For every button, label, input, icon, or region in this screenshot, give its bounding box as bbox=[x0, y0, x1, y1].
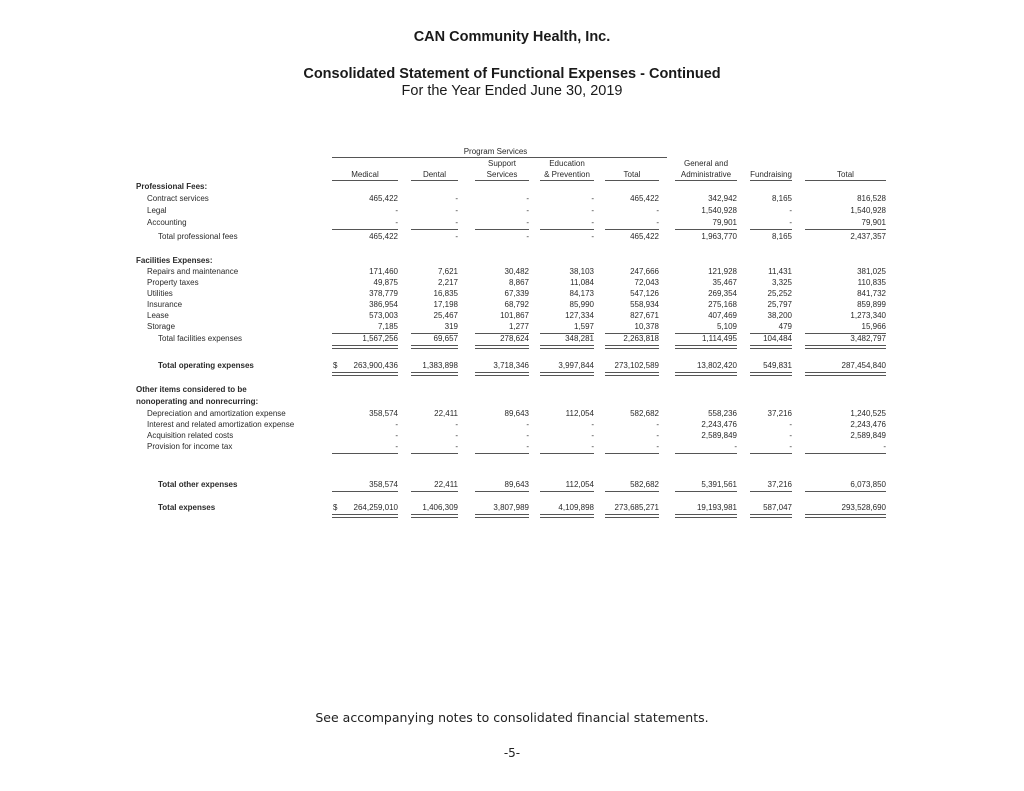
column-header-rule bbox=[540, 180, 594, 181]
row-label: Repairs and maintenance bbox=[147, 267, 239, 276]
underline bbox=[411, 491, 458, 492]
cell-value: 69,657 bbox=[433, 334, 458, 343]
underline bbox=[332, 372, 398, 376]
underline bbox=[605, 372, 659, 376]
cell-value: 15,966 bbox=[861, 322, 886, 331]
cell-value: 110,835 bbox=[857, 278, 886, 287]
cell-value: 8,165 bbox=[771, 194, 792, 203]
underline bbox=[675, 491, 737, 492]
total-other-label: Total other expenses bbox=[158, 480, 238, 489]
cell-value: 72,043 bbox=[634, 278, 659, 287]
column-header-education: & Prevention bbox=[544, 170, 590, 179]
cell-value: 3,997,844 bbox=[558, 361, 594, 370]
cell-value: - bbox=[395, 420, 398, 429]
underline bbox=[605, 345, 659, 349]
cell-value: 19,193,981 bbox=[696, 503, 737, 512]
cell-value: 37,216 bbox=[767, 480, 792, 489]
underline bbox=[332, 345, 398, 349]
cell-value: 10,378 bbox=[634, 322, 659, 331]
cell-value: 278,624 bbox=[500, 334, 529, 343]
cell-value: 465,422 bbox=[369, 232, 398, 241]
cell-value: - bbox=[591, 420, 594, 429]
cell-value: 1,567,256 bbox=[362, 334, 398, 343]
underline bbox=[675, 372, 737, 376]
underline bbox=[332, 514, 398, 518]
cell-value: - bbox=[656, 420, 659, 429]
column-header-rule bbox=[675, 180, 737, 181]
cell-value: 79,901 bbox=[712, 218, 737, 227]
column-header-rule bbox=[332, 180, 398, 181]
footer-note: See accompanying notes to consolidated financial statements. bbox=[315, 710, 709, 725]
cell-value: - bbox=[656, 442, 659, 451]
cell-value: 263,900,436 bbox=[353, 361, 398, 370]
underline bbox=[805, 514, 886, 518]
cell-value: 247,666 bbox=[630, 267, 659, 276]
cell-value: 3,718,346 bbox=[493, 361, 529, 370]
cell-value: - bbox=[455, 194, 458, 203]
cell-value: 22,411 bbox=[434, 480, 458, 489]
cell-value: - bbox=[789, 420, 792, 429]
cell-value: 171,460 bbox=[369, 267, 398, 276]
cell-value: 68,792 bbox=[504, 300, 529, 309]
cell-value: 287,454,840 bbox=[841, 361, 886, 370]
cell-value: - bbox=[526, 194, 529, 203]
cell-value: 342,942 bbox=[708, 194, 737, 203]
header-group-program-services: Program Services bbox=[463, 147, 528, 156]
cell-value: 104,484 bbox=[763, 334, 792, 343]
underline bbox=[540, 229, 594, 230]
section-heading: Professional Fees: bbox=[136, 182, 208, 191]
cell-value: 3,807,989 bbox=[493, 503, 529, 512]
cell-value: - bbox=[591, 232, 594, 241]
cell-value: 5,109 bbox=[716, 322, 737, 331]
section-heading: Other items considered to be bbox=[136, 385, 247, 394]
cell-value: - bbox=[455, 218, 458, 227]
cell-value: 465,422 bbox=[630, 194, 659, 203]
underline bbox=[475, 514, 529, 518]
cell-value: 3,482,797 bbox=[850, 334, 886, 343]
cell-value: 2,217 bbox=[437, 278, 458, 287]
cell-value: - bbox=[591, 442, 594, 451]
statement-period: For the Year Ended June 30, 2019 bbox=[401, 83, 623, 99]
underline bbox=[605, 229, 659, 230]
row-label: Storage bbox=[147, 322, 176, 331]
underline bbox=[675, 229, 737, 230]
company-name: CAN Community Health, Inc. bbox=[413, 29, 611, 45]
cell-value: 547,126 bbox=[630, 289, 659, 298]
cell-value: - bbox=[883, 442, 886, 451]
cell-value: 293,528,690 bbox=[841, 503, 886, 512]
cell-value: 319 bbox=[444, 322, 458, 331]
underline bbox=[332, 453, 398, 454]
underline bbox=[540, 514, 594, 518]
underline bbox=[805, 372, 886, 376]
cell-value: 127,334 bbox=[565, 311, 594, 320]
cell-value: 1,540,928 bbox=[701, 206, 737, 215]
cell-value: - bbox=[526, 218, 529, 227]
cell-value: 101,867 bbox=[500, 311, 529, 320]
row-label: Interest and related amortization expense bbox=[147, 420, 295, 429]
cell-value: - bbox=[591, 218, 594, 227]
cell-value: 25,797 bbox=[767, 300, 792, 309]
cell-value: 479 bbox=[778, 322, 792, 331]
cell-value: 84,173 bbox=[569, 289, 594, 298]
underline bbox=[805, 229, 886, 230]
cell-value: 79,901 bbox=[861, 218, 886, 227]
column-header-total: Total bbox=[837, 170, 854, 179]
cell-value: - bbox=[591, 194, 594, 203]
cell-value: - bbox=[656, 206, 659, 215]
page-number: -5- bbox=[503, 746, 521, 760]
row-label: Contract services bbox=[147, 194, 209, 203]
currency-symbol: $ bbox=[333, 503, 338, 512]
underline bbox=[475, 453, 529, 454]
currency-symbol: $ bbox=[333, 361, 338, 370]
underline bbox=[750, 491, 792, 492]
cell-value: - bbox=[789, 431, 792, 440]
cell-value: 89,643 bbox=[504, 409, 529, 418]
cell-value: - bbox=[455, 206, 458, 215]
column-header-rule bbox=[475, 180, 529, 181]
cell-value: 573,003 bbox=[369, 311, 398, 320]
row-label: Accounting bbox=[147, 218, 187, 227]
underline bbox=[750, 514, 792, 518]
cell-value: - bbox=[656, 431, 659, 440]
cell-value: 1,277 bbox=[508, 322, 529, 331]
cell-value: 2,243,476 bbox=[850, 420, 886, 429]
row-label: Provision for income tax bbox=[147, 442, 233, 451]
cell-value: 7,185 bbox=[377, 322, 398, 331]
column-header-rule bbox=[750, 180, 792, 181]
cell-value: 358,574 bbox=[369, 480, 398, 489]
underline bbox=[411, 372, 458, 376]
column-header-medical: Medical bbox=[351, 170, 379, 179]
underline bbox=[411, 514, 458, 518]
underline bbox=[332, 229, 398, 230]
row-label: Insurance bbox=[147, 300, 183, 309]
cell-value: 25,467 bbox=[433, 311, 458, 320]
cell-value: 38,200 bbox=[767, 311, 792, 320]
underline bbox=[805, 491, 886, 492]
cell-value: 37,216 bbox=[767, 409, 792, 418]
cell-value: - bbox=[591, 206, 594, 215]
column-header-line1: Education bbox=[549, 159, 585, 168]
cell-value: 112,054 bbox=[565, 480, 594, 489]
cell-value: 827,671 bbox=[630, 311, 659, 320]
cell-value: 67,339 bbox=[504, 289, 529, 298]
underline bbox=[675, 514, 737, 518]
cell-value: - bbox=[526, 206, 529, 215]
underline bbox=[475, 229, 529, 230]
cell-value: 275,168 bbox=[708, 300, 737, 309]
cell-value: 1,963,770 bbox=[701, 232, 737, 241]
cell-value: 816,528 bbox=[857, 194, 886, 203]
column-header-dental: Dental bbox=[422, 170, 447, 179]
underline bbox=[540, 491, 594, 492]
cell-value: - bbox=[395, 218, 398, 227]
underline bbox=[605, 514, 659, 518]
cell-value: 35,467 bbox=[712, 278, 737, 287]
underline bbox=[750, 453, 792, 454]
cell-value: 4,109,898 bbox=[558, 503, 594, 512]
row-label: Legal bbox=[147, 206, 167, 215]
cell-value: 85,990 bbox=[569, 300, 594, 309]
cell-value: 264,259,010 bbox=[353, 503, 398, 512]
group-header-rule bbox=[332, 157, 667, 158]
row-label: Acquisition related costs bbox=[147, 431, 234, 440]
underline bbox=[540, 345, 594, 349]
underline bbox=[750, 372, 792, 376]
underline bbox=[605, 453, 659, 454]
statement-title: Consolidated Statement of Functional Expenses - Continued bbox=[303, 66, 721, 82]
cell-value: 6,073,850 bbox=[850, 480, 886, 489]
cell-value: 7,621 bbox=[437, 267, 458, 276]
cell-value: 582,682 bbox=[630, 480, 659, 489]
cell-value: 11,084 bbox=[570, 278, 594, 287]
cell-value: 1,383,898 bbox=[422, 361, 458, 370]
cell-value: - bbox=[734, 442, 737, 451]
underline bbox=[411, 453, 458, 454]
column-header-line1: Support bbox=[487, 159, 517, 168]
cell-value: 558,934 bbox=[630, 300, 659, 309]
cell-value: 8,867 bbox=[508, 278, 529, 287]
row-label: Property taxes bbox=[147, 278, 199, 287]
cell-value: 11,431 bbox=[768, 267, 792, 276]
cell-value: 1,114,495 bbox=[702, 334, 737, 343]
total-operating-label: Total operating expenses bbox=[158, 361, 254, 370]
underline bbox=[475, 491, 529, 492]
underline bbox=[605, 491, 659, 492]
cell-value: 587,047 bbox=[763, 503, 792, 512]
underline bbox=[675, 345, 737, 349]
underline bbox=[475, 372, 529, 376]
cell-value: 16,835 bbox=[433, 289, 458, 298]
row-label: Depreciation and amortization expense bbox=[147, 409, 286, 418]
cell-value: 381,025 bbox=[857, 267, 886, 276]
cell-value: 582,682 bbox=[630, 409, 659, 418]
cell-value: 13,802,420 bbox=[696, 361, 737, 370]
underline bbox=[805, 345, 886, 349]
cell-value: 22,411 bbox=[434, 409, 458, 418]
underline bbox=[750, 229, 792, 230]
cell-value: - bbox=[455, 431, 458, 440]
cell-value: - bbox=[591, 431, 594, 440]
column-header-rule bbox=[605, 180, 659, 181]
underline bbox=[540, 453, 594, 454]
total-row-label: Total professional fees bbox=[158, 232, 238, 241]
cell-value: - bbox=[395, 442, 398, 451]
column-header-ga: Administrative bbox=[680, 170, 732, 179]
cell-value: 859,899 bbox=[857, 300, 886, 309]
cell-value: 38,103 bbox=[569, 267, 594, 276]
cell-value: - bbox=[789, 206, 792, 215]
cell-value: 89,643 bbox=[504, 480, 529, 489]
cell-value: 8,165 bbox=[771, 232, 792, 241]
cell-value: 30,482 bbox=[504, 267, 529, 276]
cell-value: 465,422 bbox=[369, 194, 398, 203]
cell-value: 358,574 bbox=[369, 409, 398, 418]
cell-value: 49,875 bbox=[373, 278, 398, 287]
cell-value: 841,732 bbox=[857, 289, 886, 298]
cell-value: 549,831 bbox=[763, 361, 792, 370]
cell-value: 2,589,849 bbox=[701, 431, 737, 440]
cell-value: 273,685,271 bbox=[614, 503, 659, 512]
cell-value: 2,589,849 bbox=[850, 431, 886, 440]
column-header-rule bbox=[411, 180, 458, 181]
underline bbox=[805, 453, 886, 454]
cell-value: - bbox=[789, 218, 792, 227]
cell-value: - bbox=[656, 218, 659, 227]
total-expenses-label: Total expenses bbox=[158, 503, 216, 512]
underline bbox=[332, 491, 398, 492]
cell-value: - bbox=[395, 206, 398, 215]
column-header-support: Services bbox=[486, 170, 518, 179]
cell-value: - bbox=[455, 420, 458, 429]
cell-value: 1,240,525 bbox=[850, 409, 886, 418]
column-header-rule bbox=[805, 180, 886, 181]
cell-value: 1,273,340 bbox=[850, 311, 886, 320]
cell-value: 269,354 bbox=[708, 289, 737, 298]
cell-value: 5,391,561 bbox=[701, 480, 737, 489]
cell-value: - bbox=[455, 442, 458, 451]
section-heading: nonoperating and nonrecurring: bbox=[136, 397, 259, 406]
cell-value: 2,263,818 bbox=[623, 334, 659, 343]
column-header-line1: General and bbox=[683, 159, 729, 168]
cell-value: 121,928 bbox=[708, 267, 737, 276]
cell-value: 2,437,357 bbox=[850, 232, 886, 241]
row-label: Lease bbox=[147, 311, 169, 320]
cell-value: 17,198 bbox=[433, 300, 458, 309]
row-label: Utilities bbox=[147, 289, 173, 298]
cell-value: 3,325 bbox=[771, 278, 792, 287]
underline bbox=[475, 345, 529, 349]
cell-value: 386,954 bbox=[369, 300, 398, 309]
underline bbox=[411, 345, 458, 349]
underline bbox=[750, 345, 792, 349]
cell-value: - bbox=[526, 431, 529, 440]
cell-value: - bbox=[455, 232, 458, 241]
cell-value: - bbox=[395, 431, 398, 440]
cell-value: 1,540,928 bbox=[850, 206, 886, 215]
cell-value: - bbox=[526, 420, 529, 429]
total-row-label: Total facilities expenses bbox=[158, 334, 243, 343]
section-heading: Facilities Expenses: bbox=[136, 256, 213, 265]
cell-value: 378,779 bbox=[369, 289, 398, 298]
cell-value: 348,281 bbox=[565, 334, 594, 343]
column-header-fundraising: Fundraising bbox=[750, 170, 792, 179]
cell-value: - bbox=[789, 442, 792, 451]
cell-value: 112,054 bbox=[565, 409, 594, 418]
cell-value: 1,406,309 bbox=[422, 503, 458, 512]
cell-value: 25,252 bbox=[767, 289, 792, 298]
cell-value: 2,243,476 bbox=[701, 420, 737, 429]
cell-value: - bbox=[526, 232, 529, 241]
underline bbox=[411, 229, 458, 230]
cell-value: 558,236 bbox=[708, 409, 737, 418]
underline bbox=[540, 372, 594, 376]
cell-value: 1,597 bbox=[573, 322, 594, 331]
underline bbox=[675, 453, 737, 454]
cell-value: 273,102,589 bbox=[614, 361, 659, 370]
cell-value: - bbox=[526, 442, 529, 451]
cell-value: 407,469 bbox=[708, 311, 737, 320]
cell-value: 465,422 bbox=[630, 232, 659, 241]
column-header-prog_total: Total bbox=[623, 170, 641, 179]
